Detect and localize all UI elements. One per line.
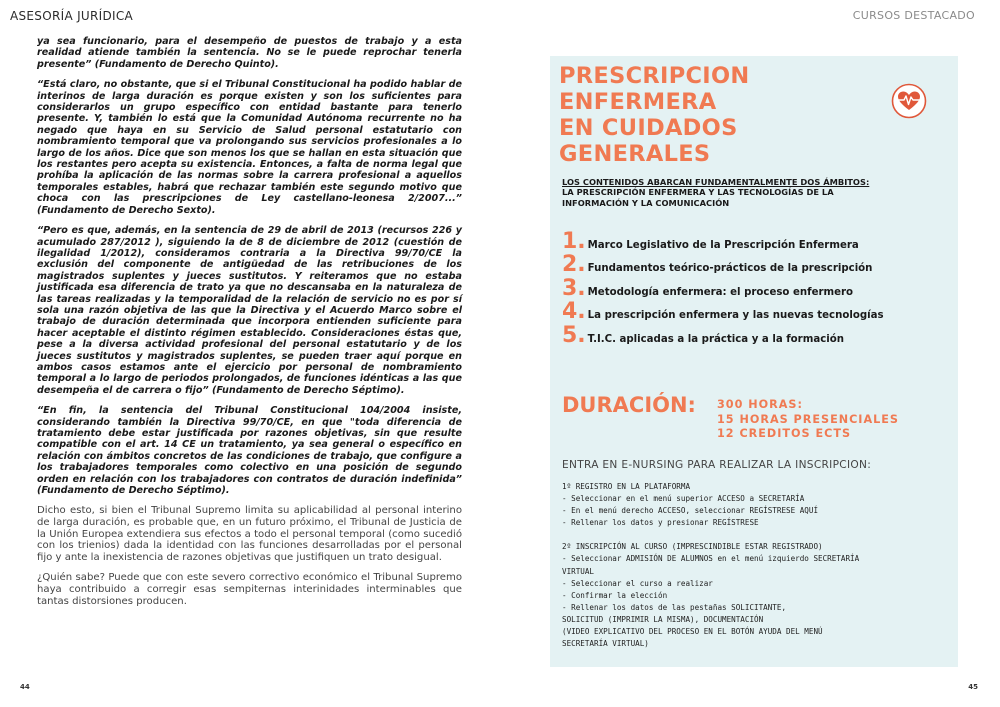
step-line: - Seleccionar ADMISIÓN DE ALUMNOS en el menú izquierdo SECRETARÍA [562,554,860,564]
course-title-line: PRESCRIPCION [559,63,750,89]
step-line: - Seleccionar en el menú superior ACCESO a SECRETARÍA [562,494,805,504]
page-number: 45 [968,683,978,691]
step-line: SECRETARÍA VIRTUAL) [562,639,649,649]
course-content-list [562,229,952,347]
body-paragraph: Dicho esto, si bien el Tribunal Supremo limita su aplicabilidad al personal interino de larga duración, es probable que, en un futuro próximo, el Tribunal de Justicia de la Unión Europea extendiera sus efectos a todo el personal temporal (como sucedió con los trienios) dada la identidad con las funciones desarrolladas por el personal fijo y ante la inexistencia de razones objetivas que justifiquen un trato desigual. [37,505,462,563]
duration-label: DURACIÓN: [562,393,696,417]
intro-line: LA PRESCRIPCIÓN ENFERMERA Y LAS TECNOLOGÍAS DE LA [562,187,834,198]
item-text: Fundamentos teórico-prácticos de la prescripción [587,263,873,275]
item-text: Metodología enfermera: el proceso enfermero [587,286,854,298]
course-intro [562,177,952,208]
course-title-line: GENERALES [559,141,711,167]
article-column [37,36,462,616]
step-line: - Seleccionar el curso a realizar [562,578,713,588]
item-text: La prescripción enfermera y las nuevas tecnologías [587,310,884,322]
course-panel [550,56,958,667]
item-text: Marco Legislativo de la Prescripción Enfermera [587,239,859,251]
item-number: 4. [562,299,586,325]
item-number: 5. [562,322,586,348]
item-text: T.I.C. aplicadas a la práctica y a la formación [587,333,844,345]
step-line: - Rellenar los datos y presionar REGÍSTRESE [562,518,759,528]
duration-values [717,398,899,442]
step-line: - Confirmar la elección [562,590,668,600]
step-line: 2º INSCRIPCIÓN AL CURSO (IMPRESCINDIBLE ESTAR REGISTRADO) [562,542,823,552]
step-line: - Rellenar los datos de las pestañas SOLICITANTE, [562,602,787,612]
course-title [559,63,750,167]
page-number: 44 [20,683,30,691]
intro-line: INFORMACIÓN Y LA COMUNICACIÓN [562,197,730,208]
duration-hours: 300 HORAS: [717,398,803,411]
step-line: (VIDEO EXPLICATIVO DEL PROCESO EN EL BOTÓN AYUDA DEL MENÚ [562,627,823,637]
list-item [562,276,952,300]
inscription-steps [562,481,952,650]
step-line: VIRTUAL [562,566,595,576]
duration-in-person: 15 HORAS PRESENCIALES [717,412,899,426]
item-number: 2. [562,252,586,278]
item-number: 1. [562,228,586,254]
step-spacer [562,529,952,541]
inscription-heading: ENTRA EN E-NURSING PARA REALIZAR LA INSCRIPCION: [562,459,872,471]
duration-credits: 12 CREDITOS ECTS [717,427,852,440]
quote-paragraph: ya sea funcionario, para el desempeño de puestos de trabajo y a esta realidad atiende también la sentencia. No se le puede reprochar tenerla presente” (Fundamento de Derecho Quinto). [37,36,462,70]
quote-paragraph: “En fin, la sentencia del Tribunal Constitucional 104/2004 insiste, considerando también la Directiva 99/70/CE, en que "toda diferencia de tratamiento debe estar justificada por razones objetivas, sin que resulte compatible con el art. 14 CE un tratamiento, ya sea general o específico en relación con ámbitos concretos de las condiciones de trabajo, que configure a los trabajadores temporales como colectivo en una posición de segundo orden en relación con los trabajadores con contratos de duración indefinida” (Fundamento de Derecho Séptimo). [37,405,462,497]
right-page [500,0,1000,707]
list-item [562,229,952,253]
quote-paragraph: “Pero es que, además, en la sentencia de 29 de abril de 2013 (recursos 226 y acumulado 287/2012 ), siguiendo la de 8 de diciembre de 2012 (cuestión de ilegalidad 1/2012), consideramos contraria a la Directiva 99/70/CE la exclusión del componente de antigüedad de las retribuciones de los magistrados suplentes y jueces sustitutos. Y reiteramos que no estaba justificada esa diferencia de trato ya que no descansaba en la naturaleza de las tareas realizadas y la temporalidad de la relación de servicio no es por sí sola una razón objetiva de las que la Directiva y el Acuerdo Marco sobre el trabajo de duración determinada que incorpora entienden suficiente para hacer aceptable el distinto régimen establecido. Consideraciones éstas que, pese a la diversa actividad profesional del personal estatutario y de los jueces sustitutos y magistrados suplentes, se pueden traer aquí porque en ambos casos estamos ante el ejercicio por personal de nombramiento temporal a lo largo de periodos prolongados, de funciones idénticas a las que desempeña el de carrera o fijo” (Fundamento de Derecho Séptimo). [37,225,462,396]
body-paragraph: ¿Quién sabe? Puede que con este severo correctivo económico el Tribunal Supremo haya contribuido a corregir esas sempiternas interinidades interminables que tantas distorsiones producen. [37,572,462,607]
section-header: ASESORÍA JURÍDICA [10,9,134,23]
step-line: SOLICITUD (IMPRIMIR LA MISMA), DOCUMENTACIÓN [562,614,764,624]
list-item [562,323,952,347]
section-header: CURSOS DESTACADO [852,9,975,22]
step-line: - En el menú derecho ACCESO, seleccionar REGÍSTRESE AQUÍ [562,506,819,516]
intro-heading: LOS CONTENIDOS ABARCAN FUNDAMENTALMENTE DOS ÁMBITOS: [562,177,870,187]
step-line: 1º REGISTRO EN LA PLATAFORMA [562,482,691,491]
quote-paragraph: “Está claro, no obstante, que si el Tribunal Constitucional ha podido hablar de interinos de larga duración es porque existen y son los suficientes para considerarlos un grupo específico con entidad bastante para tenerlo presente. Y, también lo está que la Comunidad Autónoma recurrente no ha negado que haya en su Servicio de Salud personal estatutario con nombramiento temporal que va prolongando sus servicios profesionales a lo largo de los años. Dice que son menos los que se hallan en esta situación que los restantes pero acepta su existencia. Entonces, a falta de norma legal que prohíba la aplicación de las normas sobre la carrera profesional a aquellos temporales estables, habrá que rechazar también este segundo motivo que choca con las prescripciones de Ley castellano-leonesa 2/2007...” (Fundamento de Derecho Sexto). [37,79,462,216]
list-item [562,300,952,324]
list-item [562,253,952,277]
item-number: 3. [562,275,586,301]
heart-pulse-icon [891,83,927,119]
course-title-line: ENFERMERA [559,89,717,115]
course-title-line: EN CUIDADOS [559,115,738,141]
